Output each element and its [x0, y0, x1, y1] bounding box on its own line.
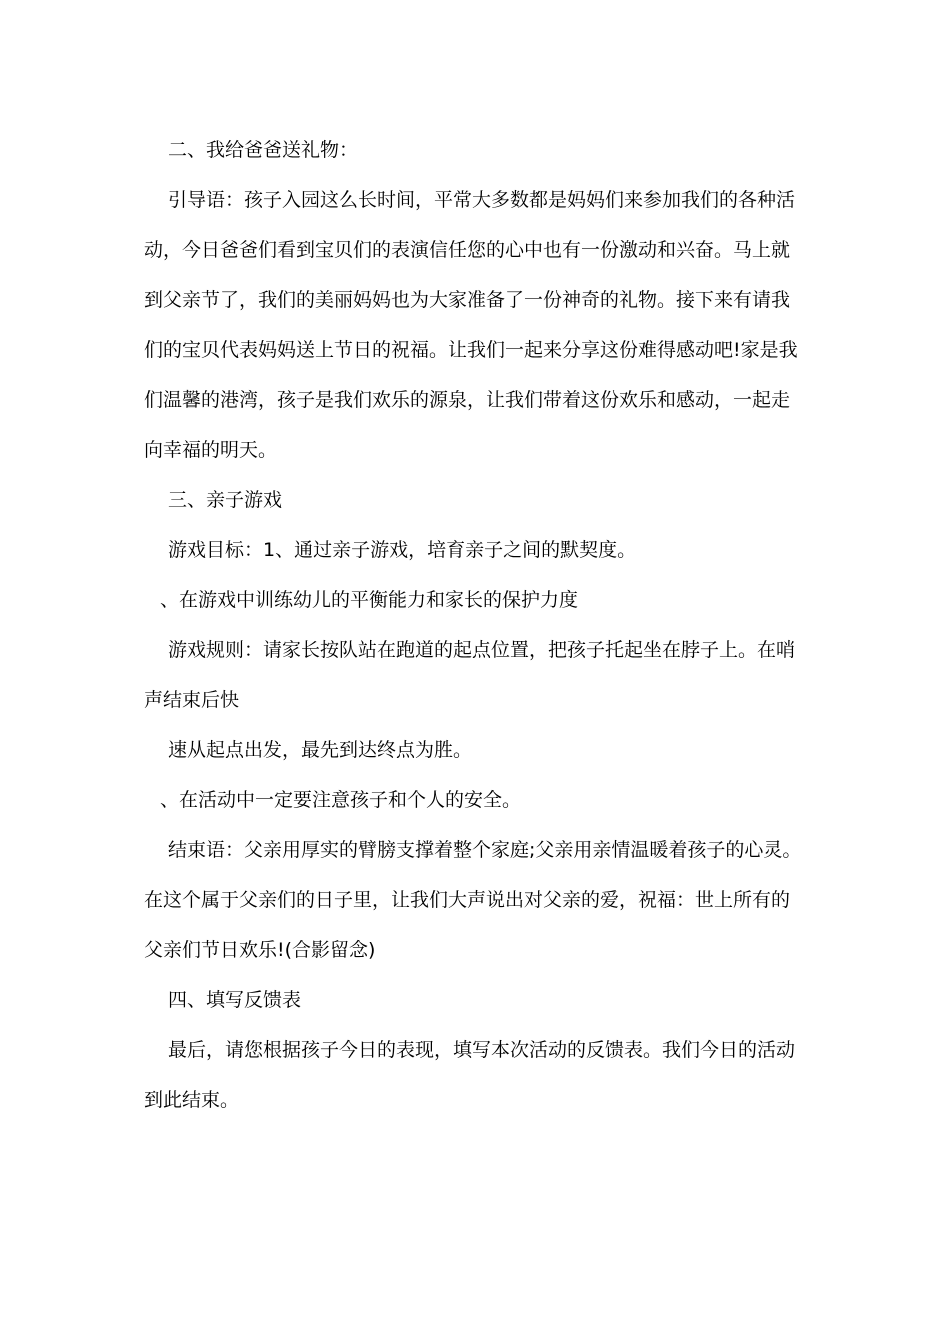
section-heading-game: 三、亲子游戏 [168, 489, 283, 511]
paragraph-game-rules-cont: 速从起点出发，最先到达终点为胜。 [168, 739, 473, 761]
section-heading-feedback: 四、填写反馈表 [168, 989, 302, 1011]
paragraph-closing-speech: 结束语：父亲用厚实的臂膀支撑着整个家庭;父亲用亲情温暖着孩子的心灵。在这个属于父亲们的日子里，让我们大声说出对父亲的爱，祝福：世上所有的父亲们节日欢乐!(合影留念) [144, 839, 802, 961]
paragraph-game-goal: 游戏目标：1、通过亲子游戏，培育亲子之间的默契度。 [168, 539, 637, 561]
section-heading-gift: 二、我给爸爸送礼物： [168, 139, 359, 161]
paragraph-game-rules: 游戏规则：请家长按队站在跑道的起点位置，把孩子托起坐在脖子上。在哨声结束后快 [144, 639, 796, 711]
paragraph-game-goal-2: 、在游戏中训练幼儿的平衡能力和家长的保护力度 [160, 589, 579, 611]
paragraph-feedback: 最后，请您根据孩子今日的表现，填写本次活动的反馈表。我们今日的活动到此结束。 [144, 1039, 796, 1111]
document-page [144, 125, 808, 1125]
paragraph-safety-note: 、在活动中一定要注意孩子和个人的安全。 [160, 789, 522, 811]
paragraph-intro-speech: 引导语：孩子入园这么长时间，平常大多数都是妈妈们来参加我们的各种活动，今日爸爸们看到宝贝们的表演信任您的心中也有一份激动和兴奋。马上就到父亲节了，我们的美丽妈妈也为大家准备了一份神奇的礼物。接下来有请我们的宝贝代表妈妈送上节日的祝福。让我们一起来分享这份难得感动吧!家是我们温馨的港湾，孩子是我们欢乐的源泉，让我们带着这份欢乐和感动，一起走向幸福的明天。 [144, 189, 798, 461]
